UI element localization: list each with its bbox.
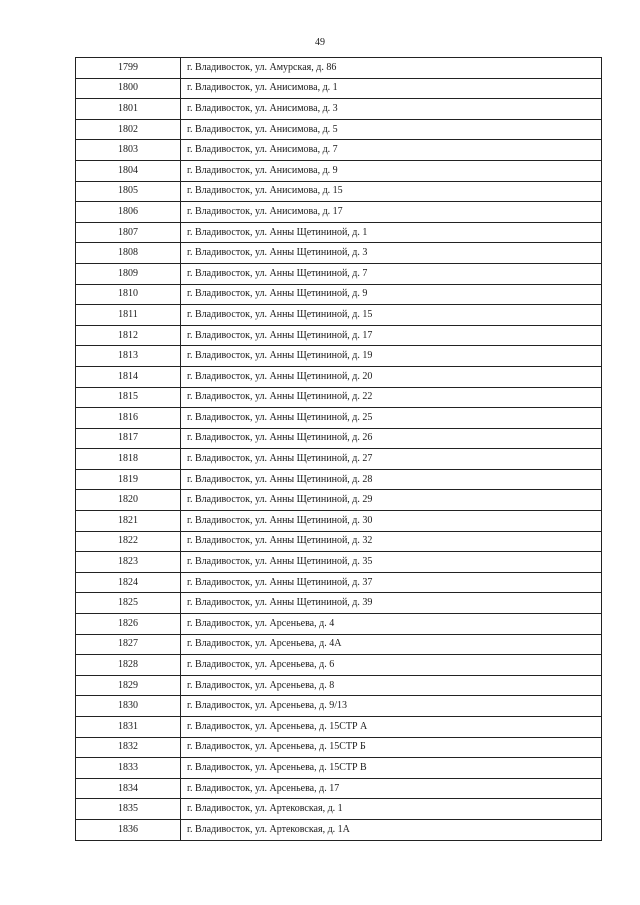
table-row [76,387,602,408]
row-number-cell: 1799 [76,58,181,79]
address-cell: г. Владивосток, ул. Анны Щетининой, д. 29 [181,490,602,511]
address-cell: г. Владивосток, ул. Арсеньева, д. 17 [181,778,602,799]
row-number-cell: 1829 [76,675,181,696]
address-table-body [76,58,602,841]
table-row [76,428,602,449]
table-row [76,140,602,161]
row-number-cell: 1806 [76,202,181,223]
table-row [76,572,602,593]
row-number-cell: 1811 [76,305,181,326]
address-cell: г. Владивосток, ул. Арсеньева, д. 4 [181,614,602,635]
row-number-cell: 1826 [76,614,181,635]
row-number-cell: 1816 [76,408,181,429]
row-number-cell: 1836 [76,819,181,840]
address-table [75,57,602,841]
row-number-cell: 1821 [76,511,181,532]
row-number-cell: 1807 [76,222,181,243]
row-number-cell: 1830 [76,696,181,717]
row-number-cell: 1828 [76,655,181,676]
table-row [76,511,602,532]
table-row [76,593,602,614]
table-row [76,778,602,799]
table-row [76,552,602,573]
table-row [76,717,602,738]
row-number-cell: 1831 [76,717,181,738]
address-cell: г. Владивосток, ул. Анисимова, д. 1 [181,78,602,99]
address-cell: г. Владивосток, ул. Анисимова, д. 5 [181,119,602,140]
table-row [76,243,602,264]
row-number-cell: 1814 [76,366,181,387]
row-number-cell: 1823 [76,552,181,573]
table-row [76,531,602,552]
address-cell: г. Владивосток, ул. Арсеньева, д. 8 [181,675,602,696]
table-row [76,202,602,223]
table-row [76,696,602,717]
page-number: 49 [315,37,325,48]
address-cell: г. Владивосток, ул. Анны Щетининой, д. 32 [181,531,602,552]
address-cell: г. Владивосток, ул. Анны Щетининой, д. 7 [181,263,602,284]
row-number-cell: 1802 [76,119,181,140]
table-row [76,346,602,367]
address-cell: г. Владивосток, ул. Арсеньева, д. 6 [181,655,602,676]
address-cell: г. Владивосток, ул. Анны Щетининой, д. 3 [181,243,602,264]
address-cell: г. Владивосток, ул. Анны Щетининой, д. 1 [181,222,602,243]
row-number-cell: 1808 [76,243,181,264]
row-number-cell: 1815 [76,387,181,408]
address-cell: г. Владивосток, ул. Анны Щетининой, д. 25 [181,408,602,429]
table-row [76,490,602,511]
row-number-cell: 1827 [76,634,181,655]
address-cell: г. Владивосток, ул. Артековская, д. 1 [181,799,602,820]
address-cell: г. Владивосток, ул. Анны Щетининой, д. 9 [181,284,602,305]
address-cell: г. Владивосток, ул. Арсеньева, д. 9/13 [181,696,602,717]
table-row [76,181,602,202]
table-row [76,675,602,696]
table-row [76,799,602,820]
row-number-cell: 1812 [76,325,181,346]
table-row [76,366,602,387]
row-number-cell: 1819 [76,469,181,490]
row-number-cell: 1834 [76,778,181,799]
table-row [76,263,602,284]
address-cell: г. Владивосток, ул. Анисимова, д. 15 [181,181,602,202]
table-row [76,408,602,429]
row-number-cell: 1832 [76,737,181,758]
address-cell: г. Владивосток, ул. Анны Щетининой, д. 20 [181,366,602,387]
row-number-cell: 1818 [76,449,181,470]
row-number-cell: 1813 [76,346,181,367]
table-row [76,449,602,470]
address-cell: г. Владивосток, ул. Арсеньева, д. 15СТР Б [181,737,602,758]
table-row [76,305,602,326]
address-cell: г. Владивосток, ул. Арсеньева, д. 15СТР В [181,758,602,779]
address-cell: г. Владивосток, ул. Арсеньева, д. 15СТР А [181,717,602,738]
row-number-cell: 1822 [76,531,181,552]
address-cell: г. Владивосток, ул. Анны Щетининой, д. 22 [181,387,602,408]
table-row [76,614,602,635]
address-cell: г. Владивосток, ул. Анисимова, д. 7 [181,140,602,161]
address-cell: г. Владивосток, ул. Анисимова, д. 9 [181,160,602,181]
address-cell: г. Владивосток, ул. Анны Щетининой, д. 37 [181,572,602,593]
address-cell: г. Владивосток, ул. Артековская, д. 1А [181,819,602,840]
table-row [76,469,602,490]
address-cell: г. Владивосток, ул. Анны Щетининой, д. 27 [181,449,602,470]
row-number-cell: 1803 [76,140,181,161]
address-cell: г. Владивосток, ул. Анны Щетининой, д. 19 [181,346,602,367]
row-number-cell: 1817 [76,428,181,449]
table-row [76,634,602,655]
table-row [76,737,602,758]
row-number-cell: 1804 [76,160,181,181]
address-cell: г. Владивосток, ул. Анны Щетининой, д. 17 [181,325,602,346]
address-cell: г. Владивосток, ул. Анны Щетининой, д. 28 [181,469,602,490]
row-number-cell: 1825 [76,593,181,614]
table-row [76,160,602,181]
row-number-cell: 1805 [76,181,181,202]
row-number-cell: 1824 [76,572,181,593]
address-cell: г. Владивосток, ул. Анисимова, д. 17 [181,202,602,223]
row-number-cell: 1800 [76,78,181,99]
table-row [76,99,602,120]
table-row [76,655,602,676]
row-number-cell: 1835 [76,799,181,820]
row-number-cell: 1801 [76,99,181,120]
address-cell: г. Владивосток, ул. Анны Щетининой, д. 30 [181,511,602,532]
address-cell: г. Владивосток, ул. Арсеньева, д. 4А [181,634,602,655]
row-number-cell: 1809 [76,263,181,284]
row-number-cell: 1833 [76,758,181,779]
address-cell: г. Владивосток, ул. Анны Щетининой, д. 39 [181,593,602,614]
address-cell: г. Владивосток, ул. Анны Щетининой, д. 15 [181,305,602,326]
table-row [76,119,602,140]
row-number-cell: 1820 [76,490,181,511]
table-row [76,222,602,243]
table-row [76,58,602,79]
table-row [76,758,602,779]
table-row [76,325,602,346]
address-cell: г. Владивосток, ул. Амурская, д. 86 [181,58,602,79]
address-cell: г. Владивосток, ул. Анисимова, д. 3 [181,99,602,120]
address-cell: г. Владивосток, ул. Анны Щетининой, д. 35 [181,552,602,573]
table-row [76,819,602,840]
table-row [76,78,602,99]
table-row [76,284,602,305]
address-cell: г. Владивосток, ул. Анны Щетининой, д. 26 [181,428,602,449]
row-number-cell: 1810 [76,284,181,305]
